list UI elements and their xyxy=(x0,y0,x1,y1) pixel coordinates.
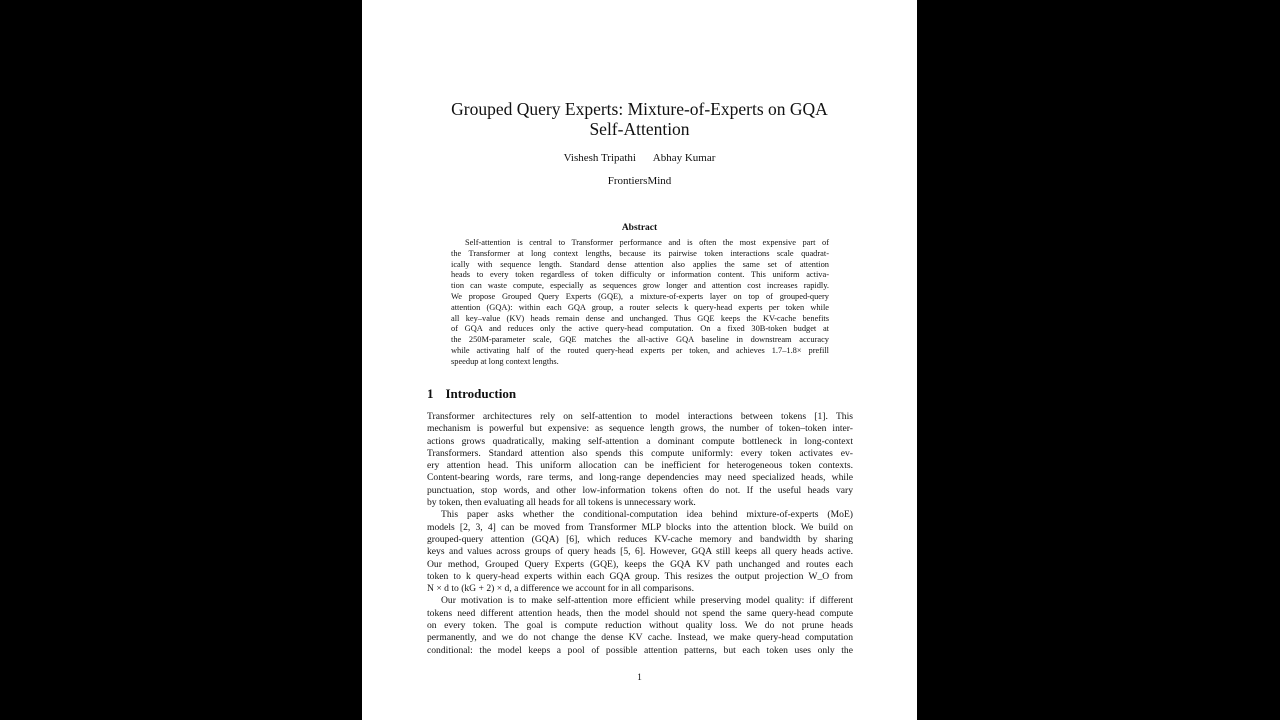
body-line: Our method, Grouped Query Experts (GQE), keeps the GQA KV path unchanged and routes each xyxy=(427,558,853,570)
title-line-1: Grouped Query Experts: Mixture-of-Experts on GQA xyxy=(451,99,828,119)
body-line: token to k query-head experts within each GQA group. This resizes the output projection W_O from xyxy=(427,570,853,582)
body-line: Transformer architectures rely on self-attention to model interactions between tokens [1]. This xyxy=(427,411,853,422)
body-line: tokens need different attention heads, then the model should not spend the same query-head compute xyxy=(427,607,853,619)
abstract-line: all key–value (KV) heads remain dense and unchanged. Thus GQE keeps the KV-cache benefits xyxy=(451,313,829,323)
body-line: grouped-query attention (GQA) [6], which reduces KV-cache memory and bandwidth by sharing xyxy=(427,533,853,545)
abstract-line: of GQA and reduces only the active query-head computation. On a fixed 30B-token budget at xyxy=(451,324,829,334)
body-line: This paper asks whether the conditional-computation idea behind mixture-of-experts (MoE) xyxy=(441,509,853,521)
author-name: Abhay Kumar xyxy=(652,152,716,164)
abstract-line: speedup at long context lengths. xyxy=(451,356,559,366)
abstract-heading: Abstract xyxy=(621,223,658,233)
paper-page xyxy=(362,0,917,720)
abstract-body xyxy=(451,238,829,368)
body-line: N × d to (kG + 2) × d, a difference we account for in all comparisons. xyxy=(427,583,695,595)
page-number: 1 xyxy=(637,673,642,683)
body-line: Transformers. Standard attention also spends this compute uniformly: every token activates ev- xyxy=(427,447,853,459)
abstract-line: ically with sequence length. Standard dense attention also applies the same set of attention xyxy=(451,259,829,269)
body-line: punctuation, stop words, and other low-information tokens often do not. If the useful heads vary xyxy=(427,484,853,496)
introduction-body xyxy=(427,411,853,657)
author-name: Vishesh Tripathi xyxy=(563,152,636,164)
affiliation: FrontiersMind xyxy=(607,175,672,187)
abstract-line: We propose Grouped Query Experts (GQE), a mixture-of-experts layer on top of grouped-query xyxy=(451,291,829,301)
abstract-line: Self-attention is central to Transformer performance and is often the most expensive part of xyxy=(465,238,829,247)
author-list xyxy=(362,151,917,165)
section-title: Introduction xyxy=(445,386,517,401)
body-line: by token, then evaluating all heads for all tokens is unnecessary work. xyxy=(427,497,696,509)
body-line: actions grows quadratically, making self-attention a dominant compute bottleneck in long-context xyxy=(427,435,853,447)
abstract-line: while activating half of the routed query-head experts per token, and achieves 1.7–1.8× prefill xyxy=(451,345,829,355)
abstract-line: the 250M-parameter scale, GQE matches the all-active GQA baseline in downstream accuracy xyxy=(451,335,829,345)
abstract-line: heads to every token regardless of token difficulty or information content. This uniform activa- xyxy=(451,270,829,280)
body-line: ery attention head. This uniform allocation can be inefficient for heterogeneous token contexts. xyxy=(427,460,853,472)
body-line: permanently, and we do not change the dense KV cache. Instead, we make query-head computation xyxy=(427,632,853,644)
body-line: keys and values across groups of query heads [5, 6]. However, GQA still keeps all query heads active. xyxy=(427,546,853,558)
body-line: Content-bearing words, rare terms, and long-range dependencies may need specialized heads, while xyxy=(427,472,853,484)
body-line: Our motivation is to make self-attention more efficient while preserving model quality: if different xyxy=(441,595,853,607)
body-line: conditional: the model keeps a pool of possible attention patterns, but each token uses only the xyxy=(427,644,853,656)
abstract-line: attention (GQA): within each GQA group, a router selects k query-head experts per token while xyxy=(451,302,829,312)
abstract-line: tion can waste compute, especially as sequences grow longer and attention cost increases rapidly. xyxy=(451,281,829,291)
section-number: 1 xyxy=(427,386,434,401)
body-line: models [2, 3, 4] can be moved from Transformer MLP blocks into the attention block. We build on xyxy=(427,521,853,533)
abstract-line: the Transformer at long context lengths, because its pairwise token interactions scale quadrat- xyxy=(451,248,829,258)
title-line-2: Self-Attention xyxy=(589,119,690,139)
paper-title xyxy=(362,99,917,139)
body-line: mechanism is powerful but expensive: as sequence length grows, the number of token–token inter- xyxy=(427,423,853,435)
section-heading xyxy=(427,386,516,402)
body-line: on every token. The goal is compute reduction without quality loss. We do not prune heads xyxy=(427,620,853,632)
